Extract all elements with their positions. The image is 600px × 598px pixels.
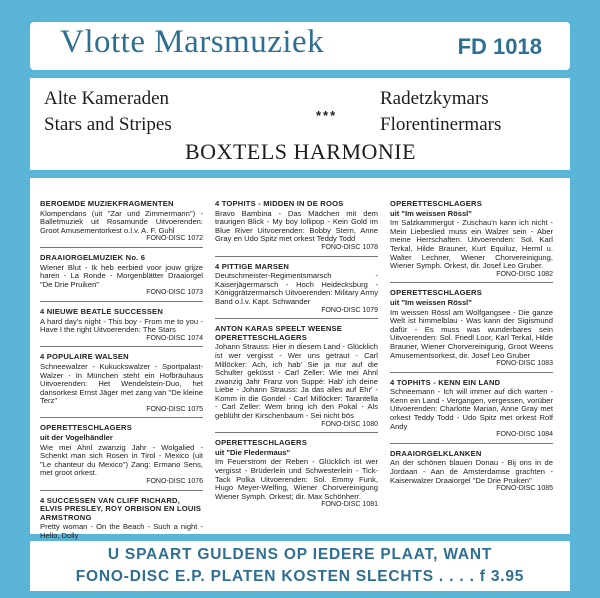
catalog-column-1 (40, 200, 203, 558)
entry-subtitle: uit "Im weissen Rössl" (390, 208, 472, 218)
catalog-entry (390, 289, 553, 372)
catalog-entry (40, 200, 203, 248)
song-title-left-2: Stars and Stripes (44, 114, 172, 135)
entry-title: 4 TOPHITS - KENN EIN LAND (390, 377, 501, 387)
entry-tracks: Deutschmeister-Regimentsmarsch - Kaiserjägermarsch - Hoch Heidecksburg - Königgrätzermarsch Uitvoerenden: Military Army Band o.l.v. Kapt. Schwander (215, 271, 378, 306)
entry-disc-number: FONO-DISC 1084 (496, 431, 553, 439)
catalog-column-3 (390, 200, 553, 503)
entry-disc-number: FONO-DISC 1073 (146, 289, 203, 297)
catalog-entry (40, 353, 203, 418)
catalog-listing (30, 178, 570, 540)
catalog-entry (40, 424, 203, 490)
entry-title: OPERETTESCHLAGERS (40, 423, 133, 433)
catalog-entry (215, 439, 378, 513)
entry-tracks: Wie mei Ahnl zwanzig Jahr - Wolgalied - Schenkt man sich Rosen in Tirol - Mexico (uit "Le chanteur du Mexico") Zang: Ermano Sens, met groot orkest. (40, 442, 203, 478)
entry-tracks: Im weissen Rössl am Wolfgangsee - Die ganze Welt ist himmelblau - Was kann der Sigismund dafür - Es muss was wunderbares sein Uitvoerenden: Sol. Friedl Loor, Karl Terkal, Hilde Brauner, Wiener Chorvereinigung, Groot Weens Amusementsorkest, dir. Josef Leo Gruber (390, 307, 553, 360)
title-bar (30, 22, 570, 70)
entry-title: 4 POPULAIRE WALSEN (40, 352, 129, 362)
entry-disc-number: FONO-DISC 1085 (496, 485, 553, 493)
entry-title: ANTON KARAS SPEELT WEENSE OPERETTESCHLAGERS (215, 324, 343, 342)
separator-stars: *** (316, 108, 338, 123)
catalog-entry (390, 379, 553, 444)
entry-tracks: Wiener Blut - Ik heb eerbied voor jouw grijze haren - La Ronde - Morgenblätter Draaiorgel "De Drie Pruiken" (40, 262, 203, 289)
song-title-left-1: Alte Kameraden (44, 88, 170, 109)
catalog-column-2 (215, 200, 378, 519)
album-title: Vlotte Marsmuziek (60, 24, 325, 60)
entry-subtitle: uit "Die Fledermaus" (215, 447, 291, 457)
entry-disc-number: FONO-DISC 1079 (321, 306, 378, 314)
catalog-entry (215, 200, 378, 257)
entry-disc-number: FONO-DISC 1074 (146, 334, 203, 342)
entry-title: 4 TOPHITS - MIDDEN IN DE ROOS (215, 199, 344, 208)
entry-tracks: Johann Strauss: Hier in diesem Land - Glücklich ist wer vergisst - Wer uns getraut - Carl Millöcker: Ach, ich hab' Sie ja nur auf die Schulter geküsst - Carl Zeller: Wie mei Ahnl zwanzig Jahr Franz von Suppé: Hab' ich deine Liebe - Johann Strauss: Ja das alles auf Ehr' - Komm in die Gondel - Carl Millöcker: Tarantella - Carl Zeller: Wem bring ich den Pokal - Als geblüht der Kirschenbaum - Sei nicht bös (215, 342, 378, 421)
entry-title: 4 SUCCESSEN VAN CLIFF RICHARD, ELVIS PRESLEY, ROY ORBISON EN LOUIS ARMSTRONG (40, 495, 202, 522)
entry-disc-number: FONO-DISC 1080 (321, 420, 378, 428)
entry-tracks: Klompendans (uit "Zar und Zimmermann") - Balletmuziek uit Rosamunde Uitvoerenden: Groot Amusementorkest o.l.v. A. F. Guhl (40, 208, 203, 235)
catalog-entry (40, 308, 203, 347)
price-banner-line-2: FONO-DISC E.P. PLATEN KOSTEN SLECHTS . . . . f 3.95 (75, 568, 525, 585)
price-banner-line-1: U SPAART GULDENS OP IEDERE PLAAT, WANT (107, 546, 493, 563)
catalog-entry (215, 263, 378, 320)
entry-subtitle: uit der Vogelhändler (40, 433, 113, 443)
entry-title: DRAAIORGELMUZIEK No. 6 (40, 252, 146, 262)
entry-subtitle: uit "Im weissen Rössl" (390, 297, 472, 307)
entry-title: DRAAIORGELKLANKEN (390, 448, 482, 458)
entry-title: 4 PITTIGE MARSEN (215, 261, 290, 271)
track-header (30, 78, 570, 170)
entry-disc-number: FONO-DISC 1072 (146, 235, 203, 243)
entry-disc-number: FONO-DISC 1082 (496, 270, 553, 278)
song-title-right-1: Radetzkymars (380, 88, 489, 109)
price-banner (30, 541, 570, 591)
catalog-entry (390, 200, 553, 283)
catalog-entry (215, 325, 378, 433)
song-title-right-2: Florentinermars (380, 114, 502, 135)
catalog-entry (390, 450, 553, 497)
entry-tracks: Bravo Bambina - Das Mädchen mit dem traurigen Blick - My boy lollipop - Kein Gold im Blue River Uitvoerenden: Bobby Stern, Anne Gray en Udo Spitz met orkest Teddy Todd (215, 208, 378, 244)
entry-tracks: Im Feuerstrom der Reben - Glücklich ist wer vergisst - Brüderlein und Schwesterlein - Tick-Tack Polka Uitvoerenden: Sol. Emmy Funk, Hugo Meyer-Welfing, Wiener Chorvereinigung Wiener Symph. Orkest; dir. Max Schönherr. (215, 457, 378, 501)
entry-title: BEROEMDE MUZIEKFRAGMENTEN (40, 199, 174, 208)
entry-tracks: An der schönen blauen Donau - Bij ons in de Jordaan - Aan de Amsterdamse grachten - Kaiserwalzer Draaiorgel "De Drie Pruiken" (390, 458, 553, 485)
entry-title: OPERETTESCHLAGERS (390, 199, 483, 208)
entry-tracks: Schneewalzer - Kukuckswalzer - Sportpalast-Walzer - In München steht ein Hofbräuhaus Uitvoerenden: Het Wendelstein-Duo, het dansorkest Ernst Jäger met zang van "De kleine Terz" (40, 361, 203, 406)
entry-tracks: Im Salzkammergut - Zuschau'n kann ich nicht - Mein Liebeslied muss ein Walzer sein - Aber meine Herrschaften. Uitvoerenden: Sol. Karl Terkal, Hilde Brauner, Kurt Equiluz, Herml u. Walter Lechner, Wiener Chorvereinigung, Wiener Symph. Orkest, dir. Josef Leo Gruber. (390, 218, 553, 271)
catalog-number: FD 1018 (457, 34, 542, 59)
entry-title: OPERETTESCHLAGERS (390, 288, 483, 298)
entry-disc-number: FONO-DISC 1081 (321, 501, 378, 509)
entry-disc-number: FONO-DISC 1083 (496, 360, 553, 368)
entry-title: 4 NIEUWE BEATLE SUCCESSEN (40, 306, 163, 316)
entry-tracks: A hard day's night - This boy - From me to you - Have I the right Uitvoerenden: The Stars (40, 316, 203, 335)
entry-disc-number: FONO-DISC 1078 (321, 243, 378, 251)
catalog-entry (40, 254, 203, 302)
entry-disc-number: FONO-DISC 1075 (146, 405, 203, 413)
entry-disc-number: FONO-DISC 1076 (146, 478, 203, 486)
band-name: BOXTELS HARMONIE (185, 139, 417, 164)
entry-tracks: Pretty woman - On the Beach - Such a night - Hello, Dolly (40, 522, 203, 540)
entry-title: OPERETTESCHLAGERS (215, 438, 308, 448)
entry-tracks: Schneemann - Ich will immer auf dich warten - Kenn ein Land - Vergangen, vergessen, vorüber Uitvoerenden: Charlotte Marian, Anne Gray met orkest Teddy Todd - Udo Spitz met orkest Rolf Andy (390, 387, 553, 431)
